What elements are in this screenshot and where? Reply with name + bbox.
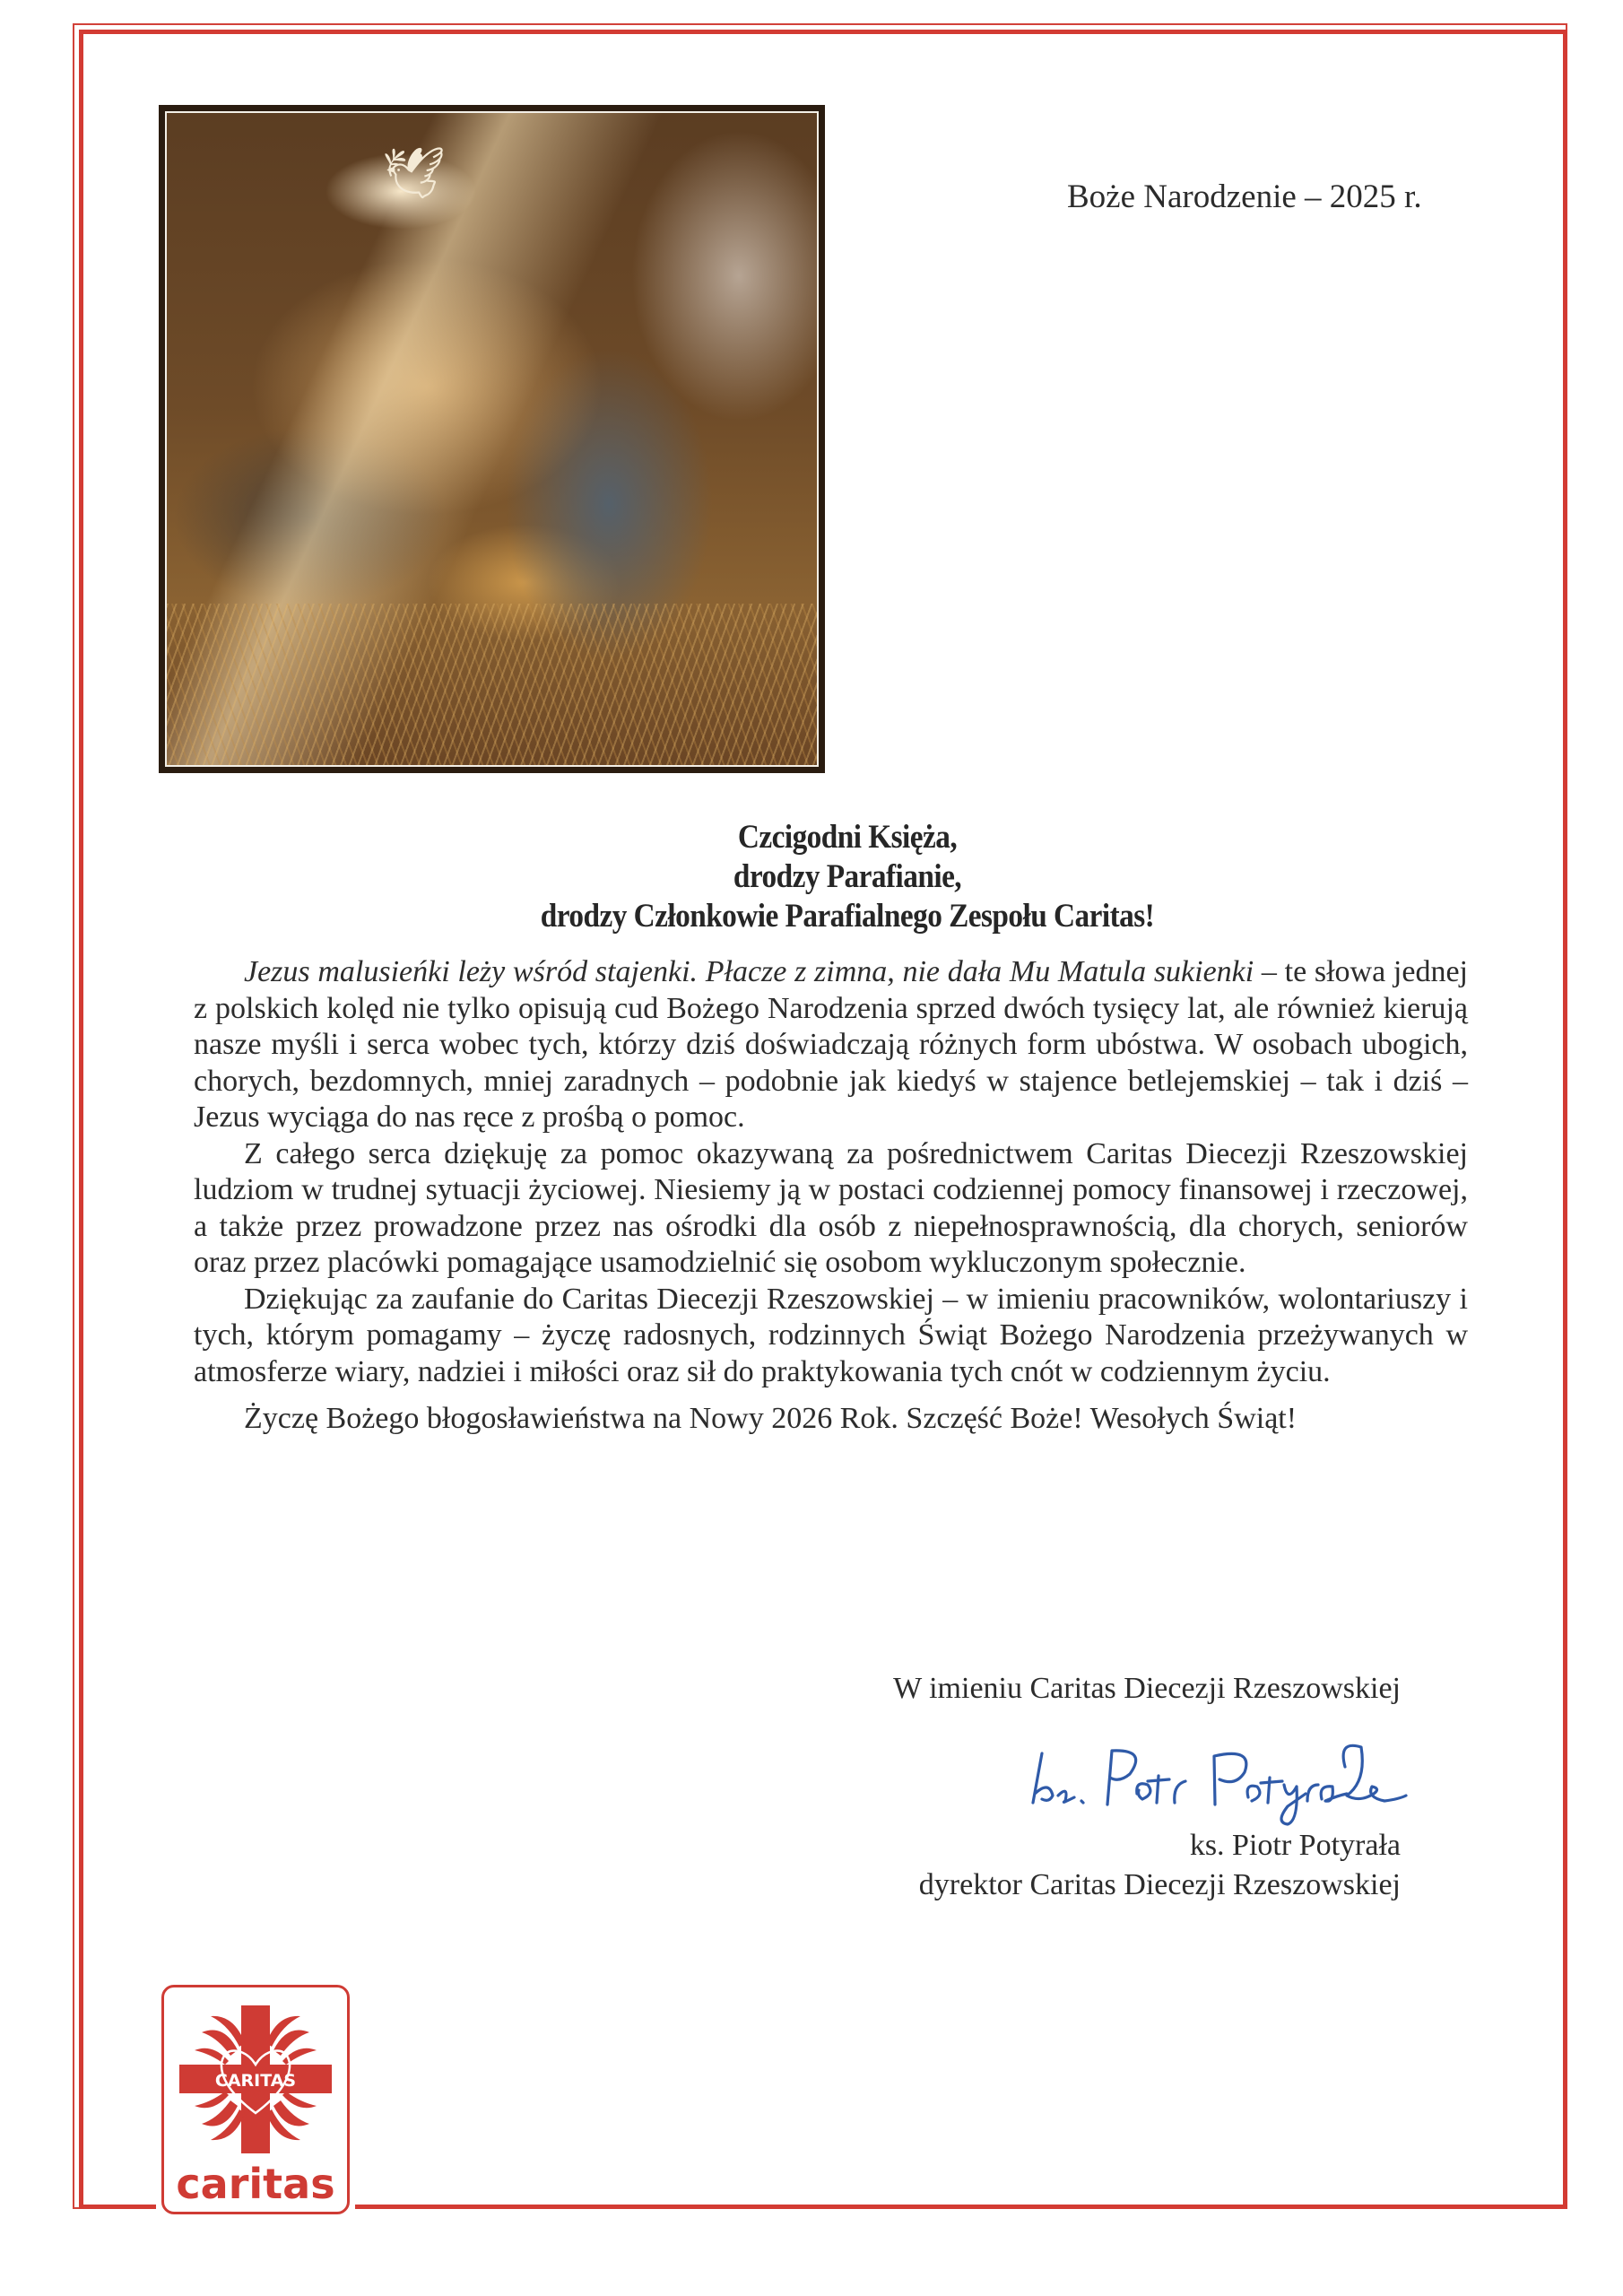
- caritas-wordmark: caritas: [176, 2160, 335, 2208]
- on-behalf-line: W imieniu Caritas Diecezji Rzeszowskiej: [893, 1672, 1401, 1705]
- caritas-emblem-icon: [175, 1996, 336, 2158]
- dove-icon: 🕊: [382, 146, 447, 202]
- signatory-title: dyrektor Caritas Diecezji Rzeszowskiej: [918, 1868, 1401, 1901]
- signatory: [919, 1826, 1401, 1905]
- handwritten-signature: [1022, 1731, 1417, 1830]
- paragraph-2: Z całego serca dziękuję za pomoc okazywaną za pośrednictwem Caritas Diecezji Rzeszowskiej ludziom w trudnej sytuacji życiowej. Niesiemy ją w postaci codziennej pomocy finansowej i rzeczowej, a także przez prowadzone przez nas ośrodki dla osób z niepełnosprawnością, dla chorych, seniorów oraz przez placówki pomagające usamodzielnić się osobom wykluczonym społecznie.: [194, 1136, 1468, 1279]
- caritas-logo: [161, 1985, 350, 2214]
- signature-stroke: [1107, 1751, 1185, 1805]
- paragraph-1-text: – te słowa jednej z polskich kolęd nie tylko opisują cud Bożego Narodzenia sprzed dwóch tysięcy lat, ale również kierują nasze myśli i serca wobec tych, którzy dziś doświadczają różnych form ubóstwa. W osobach ubogich, chorych, bezdomnych, mniej zaradnych – podobnie jak kiedyś w stajence betlejemskiej – tak i dziś – Jezus wyciąga do nas ręce z prośbą o pomoc.: [194, 955, 1468, 1134]
- closing-wishes: Życzę Bożego błogosławieństwa na Nowy 2026 Rok. Szczęść Boże! Wesołych Świąt!: [244, 1402, 1298, 1435]
- signatory-name: ks. Piotr Potyrała: [1189, 1829, 1401, 1862]
- salutation-line: drodzy Parafianie,: [733, 858, 962, 895]
- salutation-line: Czcigodni Księża,: [737, 819, 958, 856]
- straw-texture: [167, 604, 817, 765]
- salutation: [395, 818, 1300, 936]
- paragraph-3: Dziękując za zaufanie do Caritas Diecezji Rzeszowskiej – w imieniu pracowników, wolontariuszy i tych, którym pomagamy – życzę radosnych, rodzinnych Świąt Bożego Narodzenia przeżywanych w atmosferze wiary, nadziei i miłości oraz sił do praktykowania tych cnót w codziennym życiu.: [194, 1282, 1468, 1388]
- letter-body: [194, 954, 1468, 1438]
- nativity-illustration: [159, 105, 825, 773]
- signature-stroke: [1033, 1753, 1083, 1803]
- signature-block: [893, 1670, 1401, 1708]
- paragraph-1: [194, 954, 1468, 1136]
- signature-stroke: [1214, 1745, 1406, 1824]
- emblem-text: CARITAS: [214, 2071, 297, 2091]
- carol-quote: Jezus malusieńki leży wśród stajenki. Płacze z zimna, nie dała Mu Matula sukienki: [244, 955, 1254, 988]
- date-line: Boże Narodzenie – 2025 r.: [1067, 178, 1422, 215]
- salutation-line: drodzy Członkowie Parafialnego Zespołu Caritas!: [540, 898, 1155, 935]
